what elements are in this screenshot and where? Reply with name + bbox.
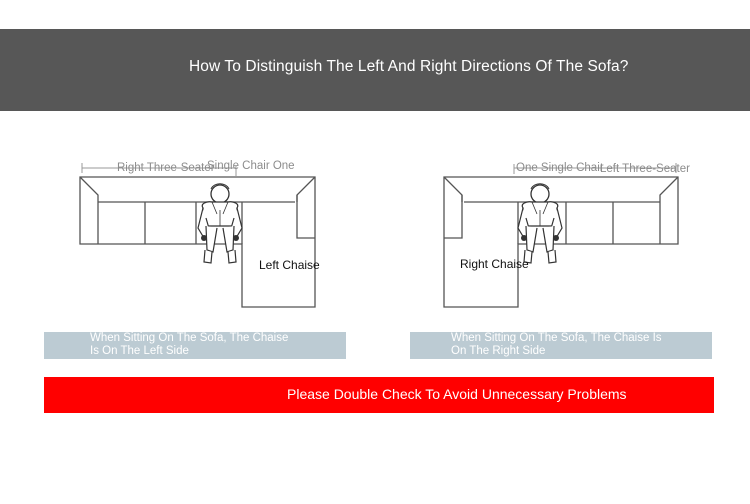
right-three-seater-label: Left Three-Seater bbox=[600, 163, 690, 175]
left-chaise-label: Left Chaise bbox=[259, 258, 320, 272]
left-three-seater-label: Right Three-Seater bbox=[117, 162, 215, 174]
right-person-icon bbox=[518, 184, 562, 263]
left-caption-text: When Sitting On The Sofa, The Chaise Is On The Left Side bbox=[90, 332, 289, 357]
left-person-icon bbox=[198, 184, 242, 263]
left-sofa-outline bbox=[80, 177, 315, 307]
right-caption-text: When Sitting On The Sofa, The Chaise Is On The Right Side bbox=[451, 332, 662, 357]
page-title: How To Distinguish The Left And Right Directions Of The Sofa? bbox=[189, 58, 629, 75]
right-sofa-outline bbox=[444, 177, 678, 307]
notice-text: Please Double Check To Avoid Unnecessary Problems bbox=[287, 386, 627, 402]
right-chaise-label: Right Chaise bbox=[460, 257, 529, 271]
left-single-chair-label: Single Chair One bbox=[207, 160, 295, 172]
right-single-chair-label: One Single Chair bbox=[516, 162, 604, 174]
